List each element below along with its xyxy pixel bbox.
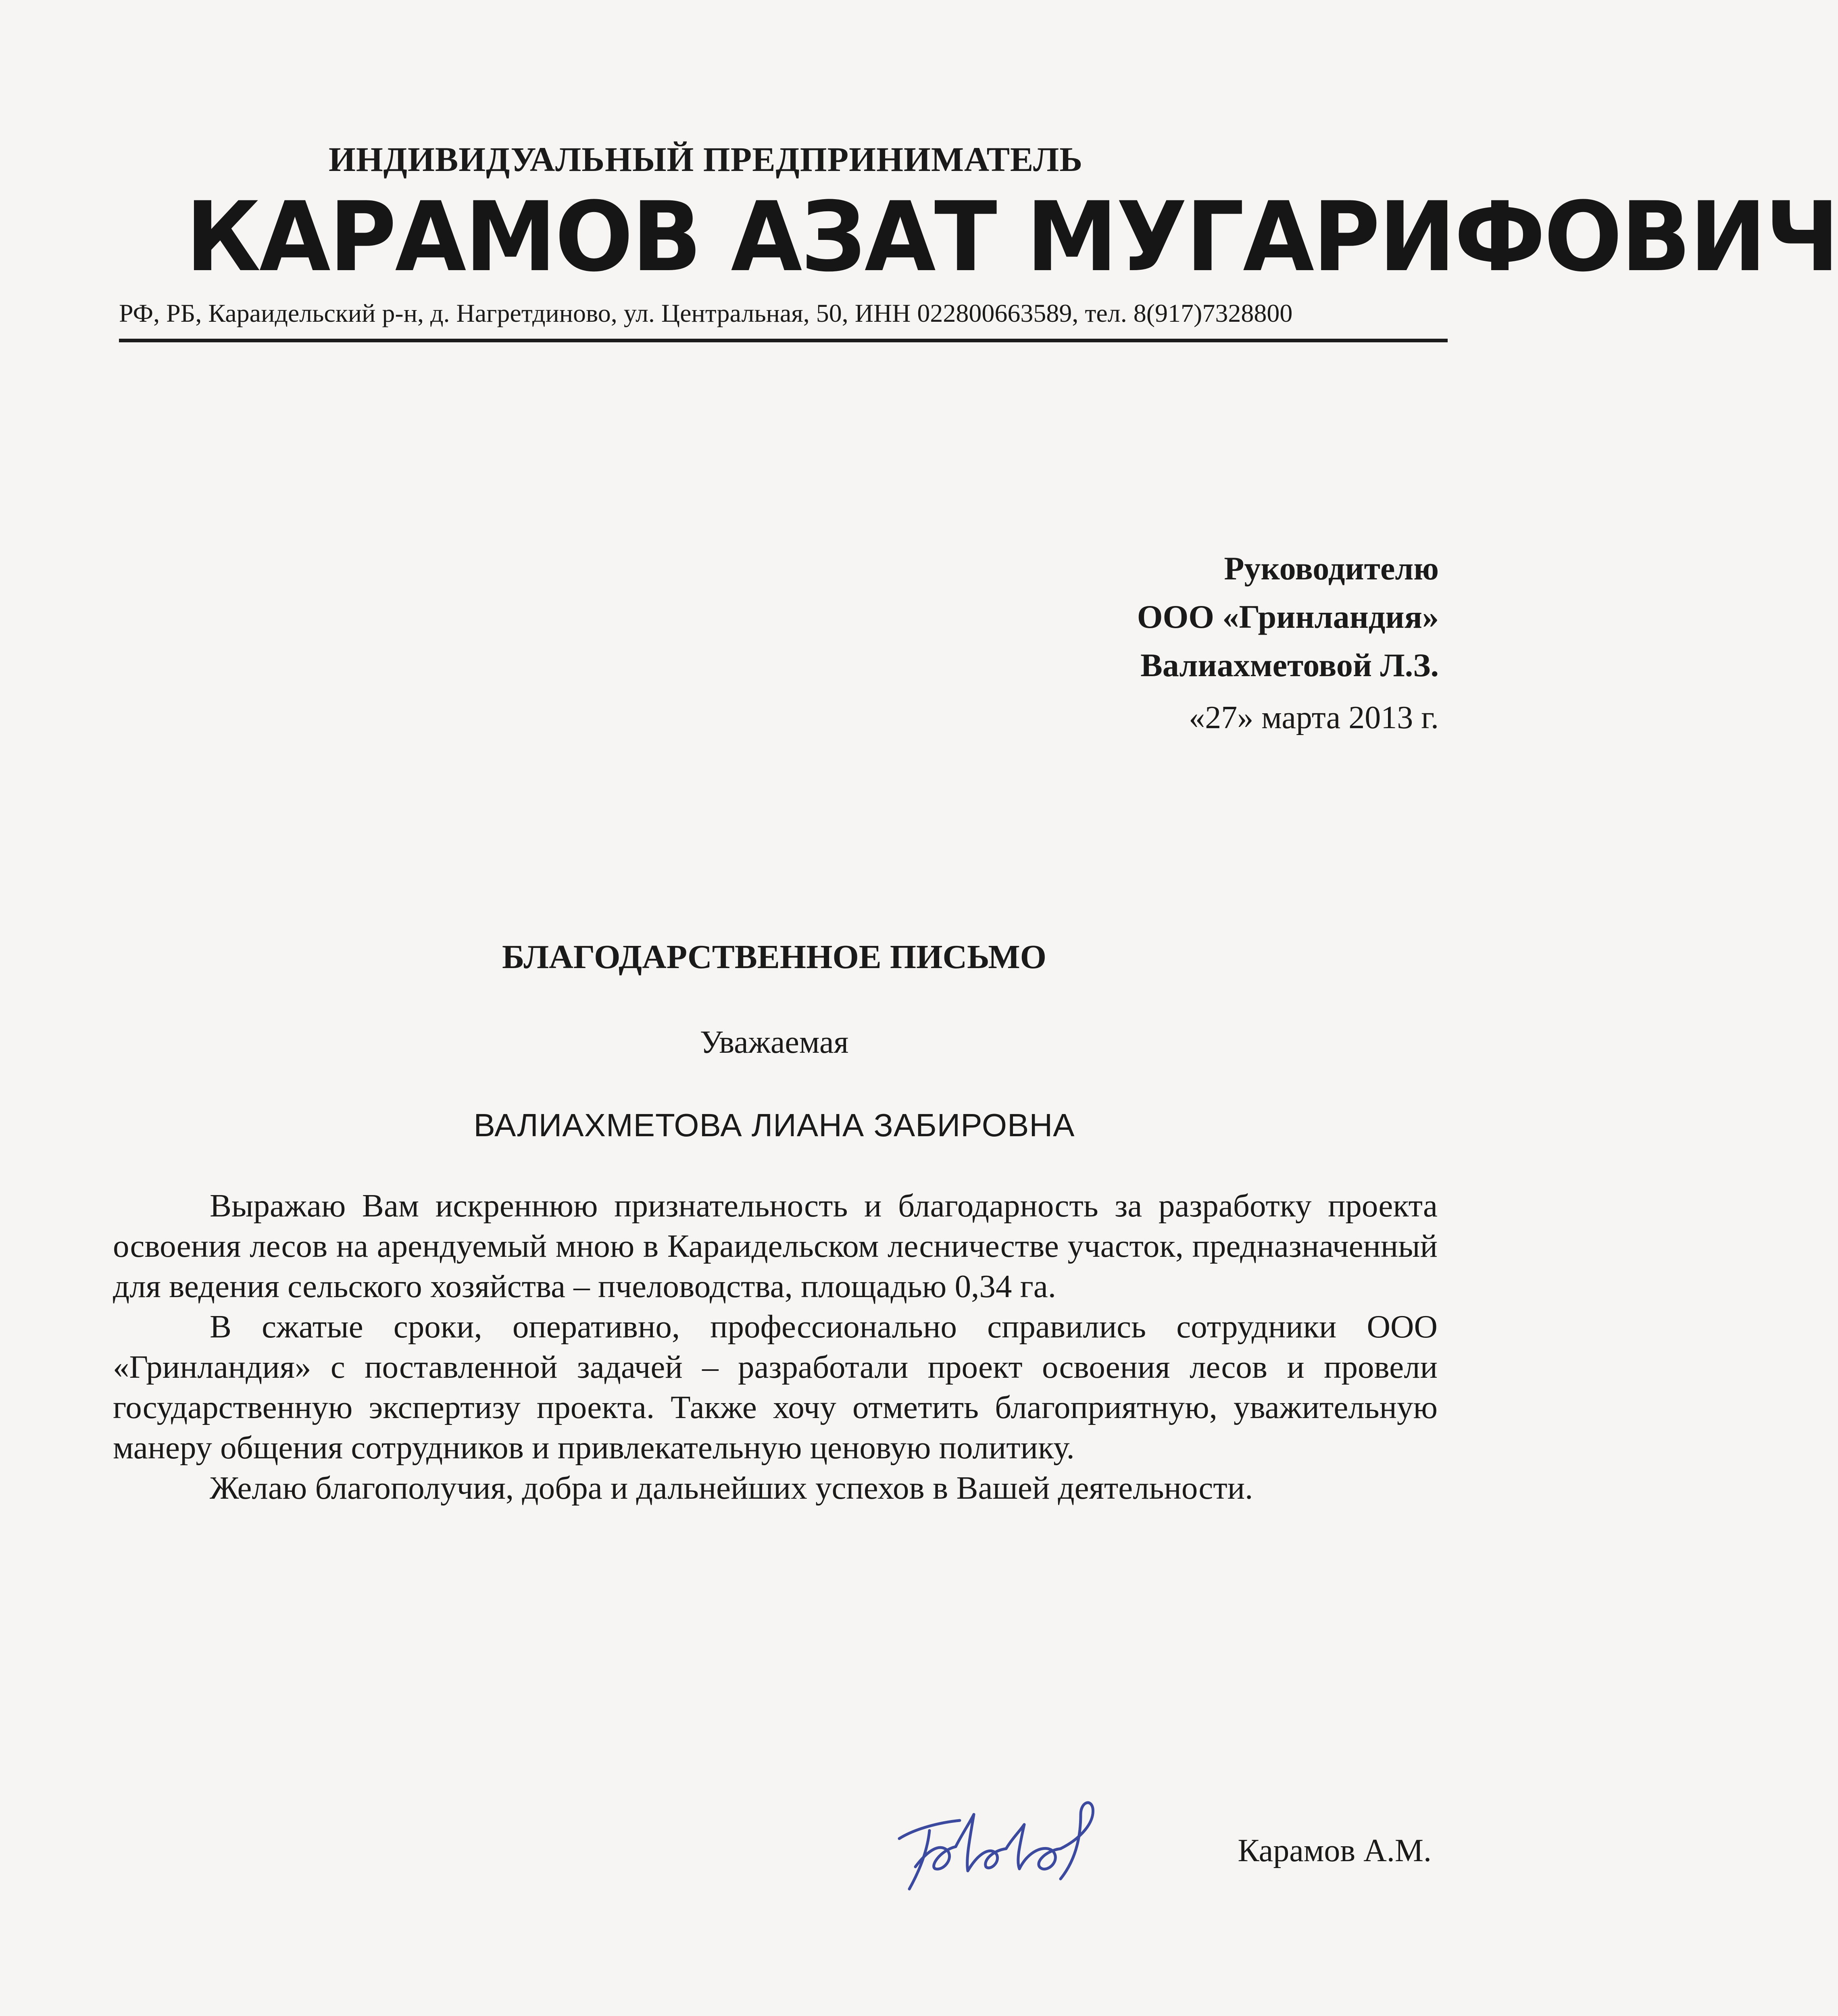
body-paragraph: Выражаю Вам искреннюю признательность и благодарность за разработку проекта освоения лесов на арендуемый мною в Караидельском лесничестве участок, предназначенный для ведения сельского хозяйства – пчеловодства, площадью 0,34 га. [113, 1187, 1438, 1304]
addressee-block [1137, 544, 1439, 689]
letterhead-name: КАРАМОВ АЗАТ МУГАРИФОВИЧ [185, 181, 1838, 293]
addressee-position: Руководителю [1224, 550, 1439, 587]
letter-salutation: Уважаемая [700, 1025, 849, 1060]
body-paragraph: Желаю благополучия, добра и дальнейших успехов в Вашей деятельности. [210, 1470, 1253, 1506]
letter-body [113, 1185, 1438, 1508]
addressee-company: ООО «Гринландия» [1137, 598, 1439, 635]
letter-recipient: ВАЛИАХМЕТОВА ЛИАНА ЗАБИРОВНА [473, 1107, 1075, 1143]
letter-title: БЛАГОДАРСТВЕННОЕ ПИСЬМО [502, 938, 1046, 976]
addressee-person: Валиахметовой Л.З. [1140, 647, 1439, 683]
letterhead-role-text: ИНДИВИДУАЛЬНЫЙ ПРЕДПРИНИМАТЕЛЬ [329, 140, 1083, 179]
letterhead-role [125, 139, 1581, 179]
handwritten-signature [891, 1790, 1109, 1903]
letterhead-divider [119, 339, 1448, 342]
letterhead-address: РФ, РБ, Караидельский р-н, д. Нагретдиново, ул. Центральная, 50, ИНН 022800663589, тел. 8(917)7328800 [119, 299, 1293, 327]
letter-date: «27» марта 2013 г. [1189, 700, 1439, 735]
signer-name: Карамов А.М. [1238, 1833, 1432, 1868]
body-paragraph: В сжатые сроки, оперативно, профессионально справились сотрудники ООО «Гринландия» с поставленной задачей – разработали проект освоения лесов и провели государственную экспертизу проекта. Также хочу отметить благоприятную, уважительную манеру общения сотрудников и привлекательную ценовую политику. [113, 1308, 1438, 1466]
